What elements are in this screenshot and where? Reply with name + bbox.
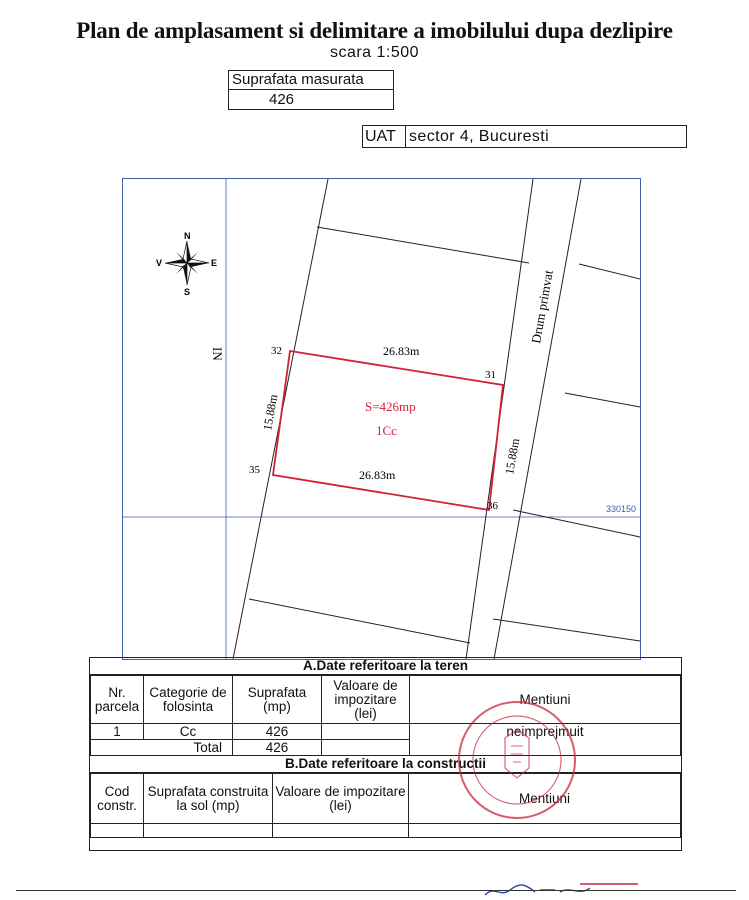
dimension-top: 26.83m (383, 344, 420, 358)
lot-line (579, 264, 640, 279)
col-nr-parcela: Nr. parcela (91, 676, 144, 724)
data-tables (89, 657, 682, 851)
page-title: Plan de amplasament si delimitare a imobilului dupa dezlipire (76, 18, 673, 43)
point-31-label: 31 (485, 369, 496, 381)
compass-v: V (156, 258, 163, 268)
official-stamp-icon (455, 698, 580, 823)
cell-mentiuni: neimprejmuit (410, 724, 681, 740)
page-bottom-border (16, 890, 736, 891)
col-mentiuni-b: Mentiuni (409, 774, 681, 824)
lot-line (493, 619, 640, 641)
point-35-label: 35 (249, 464, 260, 476)
col-suprafata-construita: Suprafata construita la sol (mp) (144, 774, 273, 824)
street-label: Drum primvat (528, 269, 556, 345)
measured-area-value: 426 (269, 91, 295, 108)
compass-e: E (211, 258, 218, 268)
col-cod: Cod constr. (91, 774, 144, 824)
point-36-label: 36 (487, 500, 498, 512)
lot-line (249, 599, 470, 643)
col-categorie: Categorie de folosinta (144, 676, 233, 724)
measured-area-label: Suprafata masurata (229, 71, 393, 90)
cell-nr: 1 (91, 724, 144, 740)
road-edge-right (494, 179, 581, 659)
compass-s: S (184, 287, 191, 297)
uat-label: UAT (363, 126, 406, 147)
col-mentiuni: Mentiuni (410, 676, 681, 724)
table-b (90, 773, 681, 838)
scale-label: scara 1:500 (329, 44, 420, 61)
uat-box (362, 125, 687, 148)
table-b-header: B.Date referitoare la constructii (90, 756, 681, 773)
table-a-header: A.Date referitoare la teren (90, 658, 681, 675)
col-suprafata: Suprafata (mp) (233, 676, 322, 724)
parcel-code-label: 1Cc (376, 423, 397, 438)
cell-suprafata: 426 (233, 724, 322, 740)
compass-n: N (184, 231, 191, 241)
cadastral-map (122, 178, 641, 660)
lot-line (317, 227, 529, 263)
col-valoare: Valoare de impozitare (lei) (322, 676, 410, 724)
left-street-label: IN (210, 347, 225, 361)
dimension-bottom: 26.83m (359, 468, 396, 482)
measured-area-box (228, 70, 394, 110)
total-label: Total (91, 740, 233, 756)
lot-line (513, 510, 640, 537)
compass-rose-icon (156, 231, 217, 297)
col-valoare-b: Valoare de impozitare (lei) (273, 774, 409, 824)
table-a (90, 675, 681, 756)
point-32-label: 32 (271, 345, 282, 357)
total-value: 426 (233, 740, 322, 756)
parcel-area-label: S=426mp (365, 399, 416, 414)
dimension-right: 15.88m (502, 437, 523, 476)
lot-line (565, 393, 640, 407)
grid-coordinate-label: 330150 (606, 504, 637, 514)
uat-value: sector 4, Bucuresti (409, 128, 550, 145)
cell-categorie: Cc (144, 724, 233, 740)
dimension-left: 15.88m (260, 393, 281, 432)
